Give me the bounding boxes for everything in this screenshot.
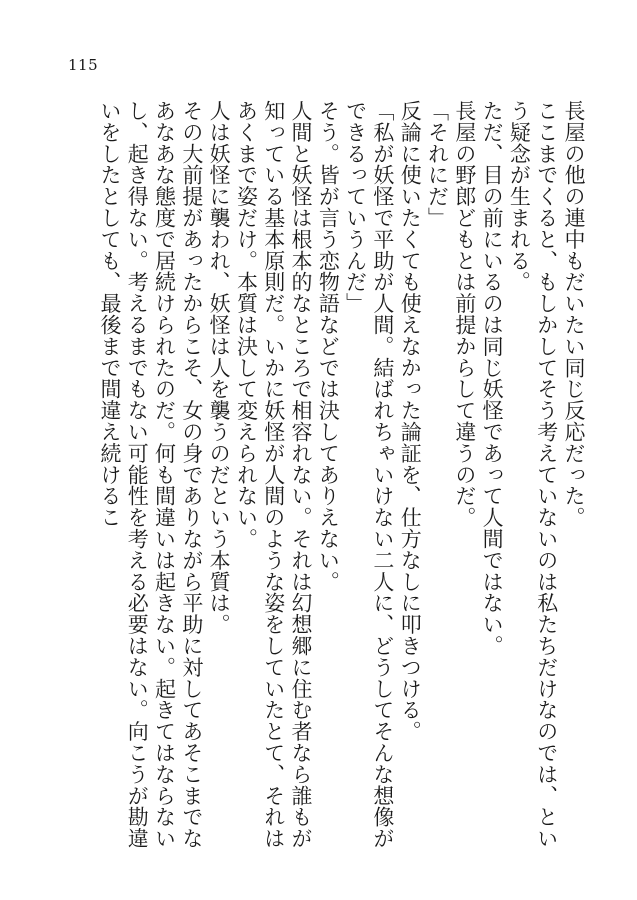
paragraph: 人は妖怪に襲われ、妖怪は人を襲うのだという本質は。	[207, 100, 232, 635]
paragraph: 人間と妖怪は根本的なところで相容れない。それは幻想郷に住む者なら誰もが知っている基本原則だ。いかに妖怪が人間のような姿をしていたとて、それはあくまで姿だけ。本質は決して変えられない。	[234, 100, 314, 849]
paragraph: ここまでくると、もしかしてそう考えていないのは私たちだけなのでは、という疑念が生まれる。	[507, 100, 559, 849]
paragraph: ただ、目の前にいるのは同じ妖怪であって人間ではない。	[480, 100, 505, 657]
paragraph: 反論に使いたくても使えなかった論証を、仕方なしに叩きつける。	[398, 100, 423, 742]
body-text	[47, 100, 587, 860]
paragraph: その大前提があったからこそ、女の身でありながら平助に対してあそこまでなあなあな態度で居続けられたのだ。何も間違いは起きない。起きてはならないし、起き得ない。考えるまでもない可能性を考える必要はない。向こうが勘違いをしたとしても、最後まで間違え続けるこ	[97, 100, 204, 849]
paragraph: 「私が妖怪で平助が人間。結ばれちゃいけない二人に、どうしてそんな想像ができるっていうんだ」	[343, 100, 395, 849]
paragraph: そう。皆が言う恋物語などでは決してありえない。	[316, 100, 341, 593]
paragraph: 長屋の他の連中もだいたい同じ反応だった。	[562, 100, 586, 528]
page-number: 115	[68, 56, 99, 74]
paragraph: 「それにだ」	[425, 100, 450, 229]
paragraph: 長屋の野郎どもとは前提からして違うのだ。	[452, 100, 477, 528]
